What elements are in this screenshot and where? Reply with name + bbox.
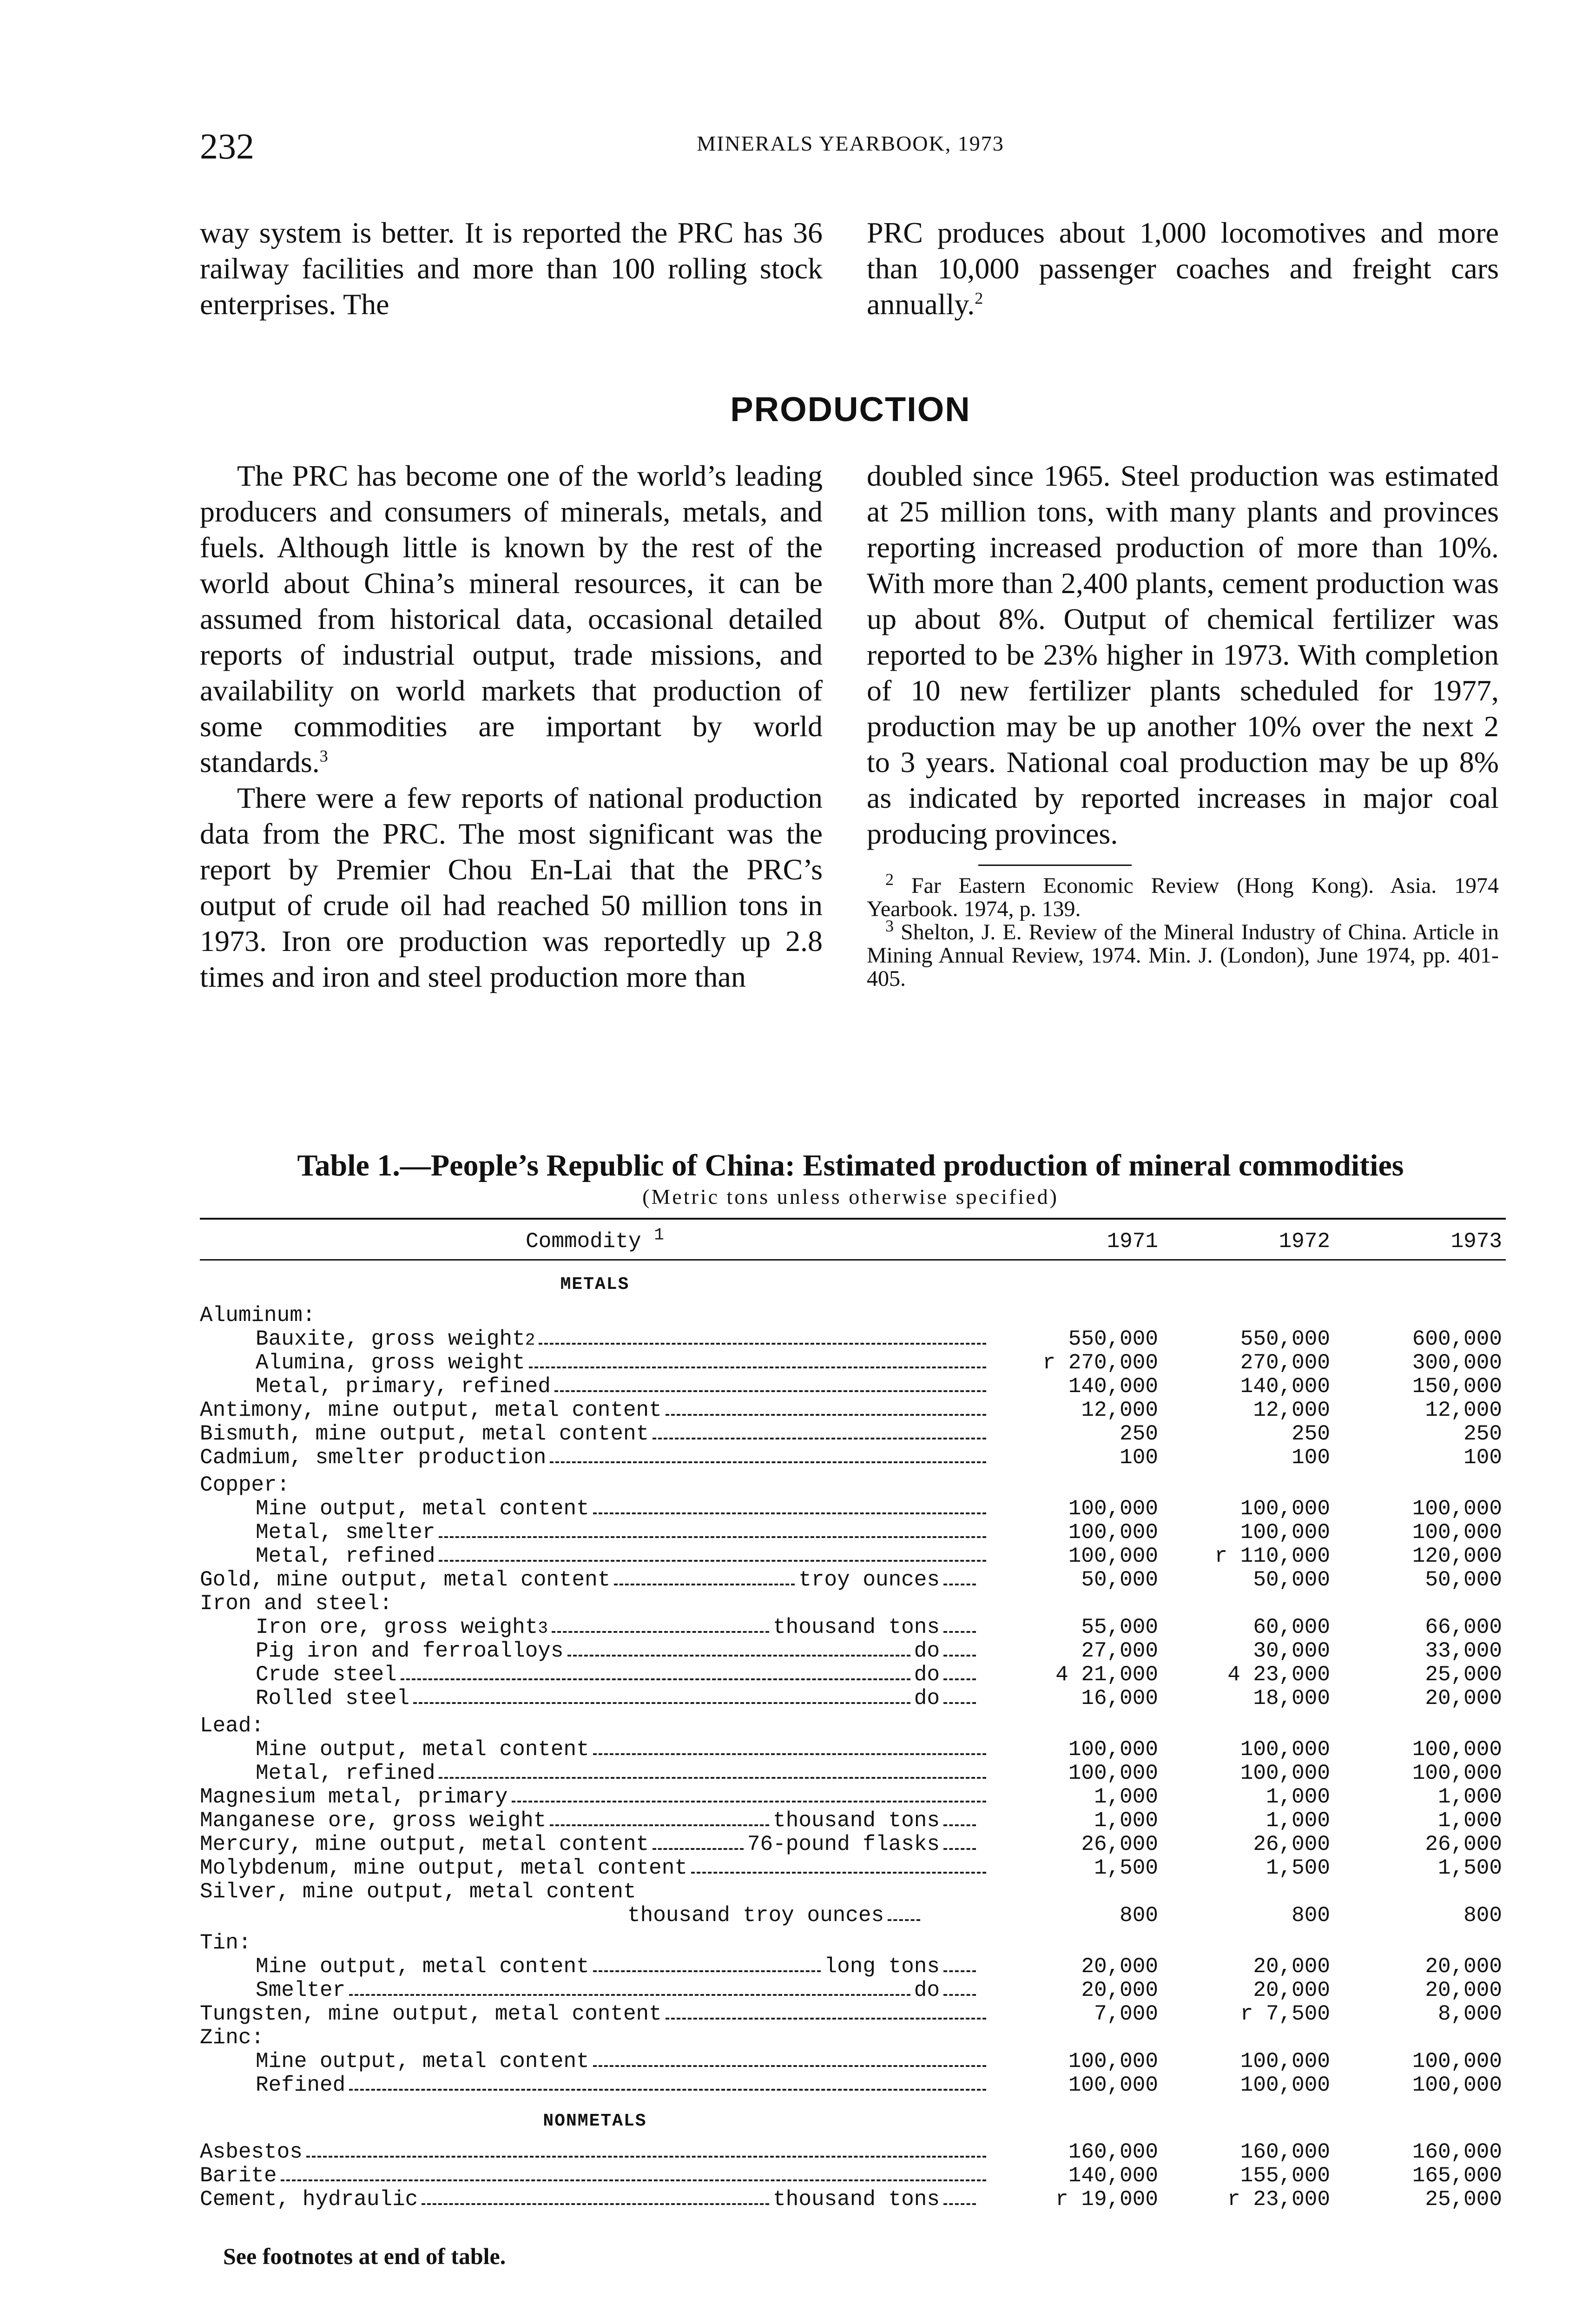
row-label: Rolled steel — [256, 1687, 410, 1710]
cell-1973: 1,000 — [1437, 1785, 1502, 1809]
row-label: Metal, refined — [256, 1545, 435, 1568]
cell-1972: 270,000 — [1240, 1351, 1330, 1375]
table-row — [200, 1809, 1506, 1833]
table-row — [200, 1470, 1506, 1497]
table-row — [200, 2140, 1506, 2164]
production-table-wrap — [200, 1218, 1506, 2212]
cell-1971: 100,000 — [1068, 1738, 1158, 1762]
row-unit: thousand tons — [773, 2188, 940, 2212]
footnote-3 — [867, 917, 1499, 991]
table-subtitle: (Metric tons unless otherwise specified) — [642, 1185, 1059, 1208]
cell-1972: 550,000 — [1240, 1327, 1330, 1351]
table-row — [200, 1687, 1506, 1710]
cell-1973: 20,000 — [1425, 1979, 1502, 2002]
table-row — [200, 2188, 1506, 2212]
section-heading-production: PRODUCTION — [730, 390, 971, 429]
cell-1973: 300,000 — [1412, 1351, 1502, 1375]
cell-1971: 4 21,000 — [1055, 1663, 1158, 1687]
cell-1973: 165,000 — [1412, 2164, 1502, 2188]
cell-1972: 12,000 — [1253, 1399, 1330, 1422]
cell-1972: 100,000 — [1240, 1738, 1330, 1762]
cell-1971: 800 — [1120, 1904, 1158, 1928]
group-label: Zinc: — [200, 2026, 264, 2050]
table-title: Table 1.—People’s Republic of China: Estimated production of mineral commodities — [297, 1149, 1404, 1182]
production-right-column — [867, 458, 1499, 990]
row-unit: thousand troy ounces — [627, 1904, 884, 1928]
row-unit: long tons — [824, 1955, 940, 1979]
table-row — [200, 1856, 1506, 1880]
table-row — [200, 1399, 1506, 1422]
table-row — [200, 1738, 1506, 1762]
cell-1972: 155,000 — [1240, 2164, 1330, 2188]
cell-1971: 100,000 — [1068, 1762, 1158, 1785]
cell-1971: 100,000 — [1068, 2073, 1158, 2097]
cell-1972: 50,000 — [1253, 1568, 1330, 1592]
cell-1971: 140,000 — [1068, 1375, 1158, 1399]
cell-1972: 100,000 — [1240, 1762, 1330, 1785]
production-paragraph-2: There were a few reports of national production data from the PRC. The most significant was the report by Premier Chou En-Lai that the PRC’s output of crude oil had reached 50 million tons in 1973. Iron ore production was reportedly up 2.8 times and iron and steel production more than — [200, 781, 823, 993]
cell-1971: 1,000 — [1094, 1785, 1158, 1809]
footnote-ref: 2 — [975, 289, 983, 308]
cell-1973: 25,000 — [1425, 2188, 1502, 2212]
table-row — [200, 1545, 1506, 1568]
row-label: Smelter — [256, 1979, 346, 2002]
table-header-row — [200, 1219, 1506, 1260]
table-row — [200, 2050, 1506, 2073]
table-row — [200, 1446, 1506, 1470]
row-label: Asbestos — [200, 2140, 303, 2164]
cell-1972: 250 — [1292, 1422, 1330, 1446]
cell-1973: 100,000 — [1412, 2073, 1502, 2097]
cell-1973: 800 — [1463, 1904, 1502, 1928]
cell-1973: 66,000 — [1425, 1616, 1502, 1639]
cell-1972: 140,000 — [1240, 1375, 1330, 1399]
cell-1971: 55,000 — [1081, 1616, 1158, 1639]
cell-1972: 60,000 — [1253, 1616, 1330, 1639]
see-footnotes-note: See footnotes at end of table. — [223, 2243, 506, 2269]
table-row — [200, 1639, 1506, 1663]
cell-1973: 25,000 — [1425, 1663, 1502, 1687]
row-unit: thousand tons — [773, 1809, 940, 1833]
footnote-mark: 2 — [885, 870, 894, 889]
table-row — [200, 1880, 1506, 1904]
cell-1972: 4 23,000 — [1227, 1663, 1330, 1687]
row-label: Crude steel — [256, 1663, 397, 1687]
table-row — [200, 1351, 1506, 1375]
table-row — [200, 1762, 1506, 1785]
row-label: Iron ore, gross weight — [256, 1616, 538, 1639]
column-header-commodity: Commodity $^1$ — [200, 1219, 990, 1260]
cell-1972: r 23,000 — [1227, 2188, 1330, 2212]
table-row — [200, 1928, 1506, 1955]
cell-1972: 100 — [1292, 1446, 1330, 1470]
table-row — [200, 1833, 1506, 1856]
cell-1973: 8,000 — [1437, 2002, 1502, 2026]
table-row — [200, 1568, 1506, 1592]
footnote-text: Far Eastern Economic Review (Hong Kong). Asia. 1974 Yearbook. 1974, p. 139. — [867, 873, 1499, 921]
cell-1971: 160,000 — [1068, 2140, 1158, 2164]
intro-left-column — [200, 215, 823, 322]
footnote-rule — [978, 865, 1132, 866]
row-label: Mercury, mine output, metal content — [200, 1833, 649, 1856]
row-label: Barite — [200, 2164, 277, 2188]
row-label: Antimony, mine output, metal content — [200, 1399, 662, 1422]
row-label: Mine output, metal content — [256, 1955, 589, 1979]
cell-1971: 550,000 — [1068, 1327, 1158, 1351]
cell-1973: 100,000 — [1412, 1497, 1502, 1521]
row-label: Cement, hydraulic — [200, 2188, 418, 2212]
cell-1971: 7,000 — [1094, 2002, 1158, 2026]
cell-1973: 1,500 — [1437, 1856, 1502, 1880]
cell-1971: 12,000 — [1081, 1399, 1158, 1422]
cell-1973: 20,000 — [1425, 1955, 1502, 1979]
row-unit: do — [914, 1663, 940, 1687]
row-label: Bauxite, gross weight — [256, 1327, 525, 1351]
row-label: Refined — [256, 2073, 346, 2097]
cell-1972: 18,000 — [1253, 1687, 1330, 1710]
cell-1973: 1,000 — [1437, 1809, 1502, 1833]
cell-1973: 12,000 — [1425, 1399, 1502, 1422]
cell-1971: 1,000 — [1094, 1809, 1158, 1833]
intro-right-paragraph — [867, 215, 1499, 322]
cell-1971: 26,000 — [1081, 1833, 1158, 1856]
cell-1971: 100,000 — [1068, 1497, 1158, 1521]
column-header-1972: 1972 — [1162, 1219, 1334, 1260]
table-row — [200, 1955, 1506, 1979]
group-label: Copper: — [200, 1473, 290, 1497]
table-row — [200, 1592, 1506, 1616]
row-unit: 76-pound flasks — [747, 1833, 940, 1856]
cell-1972: 100,000 — [1240, 1497, 1330, 1521]
table-row — [200, 1304, 1506, 1327]
row-unit: troy ounces — [798, 1568, 940, 1592]
production-left-column — [200, 458, 823, 995]
cell-1972: 1,000 — [1266, 1809, 1330, 1833]
cell-1973: 100 — [1463, 1446, 1502, 1470]
row-unit: do — [914, 1639, 940, 1663]
group-label: Aluminum: — [200, 1304, 316, 1327]
row-label: Mine output, metal content — [256, 1497, 589, 1521]
section-row-metals: METALS — [560, 1274, 630, 1294]
cell-1971: 140,000 — [1068, 2164, 1158, 2188]
production-paragraph-1-text: The PRC has become one of the world’s leading producers and consumers of minerals, metals, and fuels. Although little is known by the rest of the world about China’s mineral resources, it can be assumed from historical data, occasional detailed reports of industrial output, trade missions, and availability on world markets that production of some commodities are important by world standards. — [200, 459, 823, 779]
row-label: Mine output, metal content — [256, 1738, 589, 1762]
intro-right-column — [867, 215, 1499, 322]
table-row — [200, 2026, 1506, 2050]
row-unit: thousand tons — [773, 1616, 940, 1639]
row-label: Pig iron and ferroalloys — [256, 1639, 564, 1663]
cell-1973: 100,000 — [1412, 1521, 1502, 1545]
table-row — [200, 1422, 1506, 1446]
cell-1971: 100,000 — [1068, 2050, 1158, 2073]
cell-1972: 100,000 — [1240, 1521, 1330, 1545]
cell-1973: 600,000 — [1412, 1327, 1502, 1351]
cell-1973: 20,000 — [1425, 1687, 1502, 1710]
cell-1972: 800 — [1292, 1904, 1330, 1928]
cell-1973: 100,000 — [1412, 1762, 1502, 1785]
table-row — [200, 1521, 1506, 1545]
row-label: Alumina, gross weight — [256, 1351, 525, 1375]
row-label: Mine output, metal content — [256, 2050, 589, 2073]
table-row — [200, 1785, 1506, 1809]
section-row-nonmetals: NONMETALS — [543, 2111, 647, 2131]
row-label: Bismuth, mine output, metal content — [200, 1422, 649, 1446]
production-table — [200, 1218, 1506, 2212]
row-label: Silver, mine output, metal content — [200, 1880, 636, 1904]
cell-1971: 50,000 — [1081, 1568, 1158, 1592]
cell-1971: 1,500 — [1094, 1856, 1158, 1880]
cell-1971: r 19,000 — [1055, 2188, 1158, 2212]
row-label: Metal, primary, refined — [256, 1375, 551, 1399]
footnote-2 — [867, 870, 1499, 921]
cell-1971: r 270,000 — [1042, 1351, 1158, 1375]
footnote-ref: 3 — [319, 746, 328, 766]
group-label: Iron and steel: — [200, 1592, 393, 1616]
cell-1973: 100,000 — [1412, 2050, 1502, 2073]
column-header-1971: 1971 — [990, 1219, 1162, 1260]
production-paragraph-1 — [200, 458, 823, 780]
cell-1971: 20,000 — [1081, 1955, 1158, 1979]
intro-right-text: PRC produces about 1,000 locomotives and more than 10,000 passenger coaches and freight cars annually. — [867, 216, 1499, 321]
table-row: Bauxite, gross weight 2 550,000 550,000 600,000 — [200, 1327, 1506, 1351]
row-label: Magnesium metal, primary — [200, 1785, 508, 1809]
cell-1971: 100,000 — [1068, 1521, 1158, 1545]
running-title: MINERALS YEARBOOK, 1973 — [697, 132, 1004, 155]
cell-1973: 33,000 — [1425, 1639, 1502, 1663]
table-row — [200, 2002, 1506, 2026]
row-label: Manganese ore, gross weight — [200, 1809, 547, 1833]
row-unit: do — [914, 1687, 940, 1710]
group-label: Lead: — [200, 1714, 264, 1738]
cell-1972: r 110,000 — [1214, 1545, 1330, 1568]
cell-1973: 100,000 — [1412, 1738, 1502, 1762]
cell-1971: 100 — [1120, 1446, 1158, 1470]
cell-1972: 160,000 — [1240, 2140, 1330, 2164]
table-row — [200, 1497, 1506, 1521]
footnote-text: Shelton, J. E. Review of the Mineral Industry of China. Article in Mining Annual Review, 1974. Min. J. (London), June 1974, pp. 401-405. — [867, 920, 1499, 991]
cell-1973: 120,000 — [1412, 1545, 1502, 1568]
cell-1971: 16,000 — [1081, 1687, 1158, 1710]
cell-1971: 250 — [1120, 1422, 1158, 1446]
cell-1971: 20,000 — [1081, 1979, 1158, 2002]
intro-left-text: way system is better. It is reported the PRC has 36 railway facilities and more than 100 rolling stock enterprises. The — [200, 216, 823, 321]
group-label: Tin: — [200, 1931, 251, 1955]
row-label: Molybdenum, mine output, metal content — [200, 1856, 687, 1880]
cell-1973: 26,000 — [1425, 1833, 1502, 1856]
running-head — [200, 125, 1501, 166]
table-row: Iron ore, gross weight 3 thousand tons 55,000 60,000 66,000 — [200, 1616, 1506, 1639]
table-row — [200, 1979, 1506, 2002]
cell-1972: r 7,500 — [1240, 2002, 1330, 2026]
footnote-mark: 3 — [885, 917, 894, 935]
table-row — [200, 1904, 1506, 1928]
cell-1973: 50,000 — [1425, 1568, 1502, 1592]
cell-1972: 26,000 — [1253, 1833, 1330, 1856]
cell-1972: 1,500 — [1266, 1856, 1330, 1880]
table-row — [200, 1375, 1506, 1399]
page-number: 232 — [200, 126, 254, 166]
cell-1972: 100,000 — [1240, 2073, 1330, 2097]
table-row — [200, 2073, 1506, 2097]
cell-1973: 250 — [1463, 1422, 1502, 1446]
row-unit: do — [914, 1979, 940, 2002]
cell-1973: 160,000 — [1412, 2140, 1502, 2164]
row-label: Metal, smelter — [256, 1521, 435, 1545]
table-row — [200, 1663, 1506, 1687]
cell-1971: 27,000 — [1081, 1639, 1158, 1663]
row-label: Gold, mine output, metal content — [200, 1568, 611, 1592]
cell-1972: 1,000 — [1266, 1785, 1330, 1809]
cell-1971: 100,000 — [1068, 1545, 1158, 1568]
cell-1972: 30,000 — [1253, 1639, 1330, 1663]
row-label: Tungsten, mine output, metal content — [200, 2002, 662, 2026]
table-row — [200, 2164, 1506, 2188]
production-right-text: doubled since 1965. Steel production was estimated at 25 million tons, with many plants and provinces reporting increased production of more than 10%. With more than 2,400 plants, cement production was up about 8%. Output of chemical fertilizer was reported to be 23% higher in 1973. With completion of 10 new fertilizer plants scheduled for 1977, production may be up another 10% over the next 2 to 3 years. National coal production may be up 8% as indicated by reported increases in major coal producing provinces. — [867, 459, 1499, 850]
table-row — [200, 1710, 1506, 1738]
cell-1972: 20,000 — [1253, 1979, 1330, 2002]
cell-1972: 100,000 — [1240, 2050, 1330, 2073]
row-label: Metal, refined — [256, 1762, 435, 1785]
cell-1972: 20,000 — [1253, 1955, 1330, 1979]
column-header-1973: 1973 — [1334, 1219, 1506, 1260]
row-label: Cadmium, smelter production — [200, 1446, 547, 1470]
cell-1973: 150,000 — [1412, 1375, 1502, 1399]
